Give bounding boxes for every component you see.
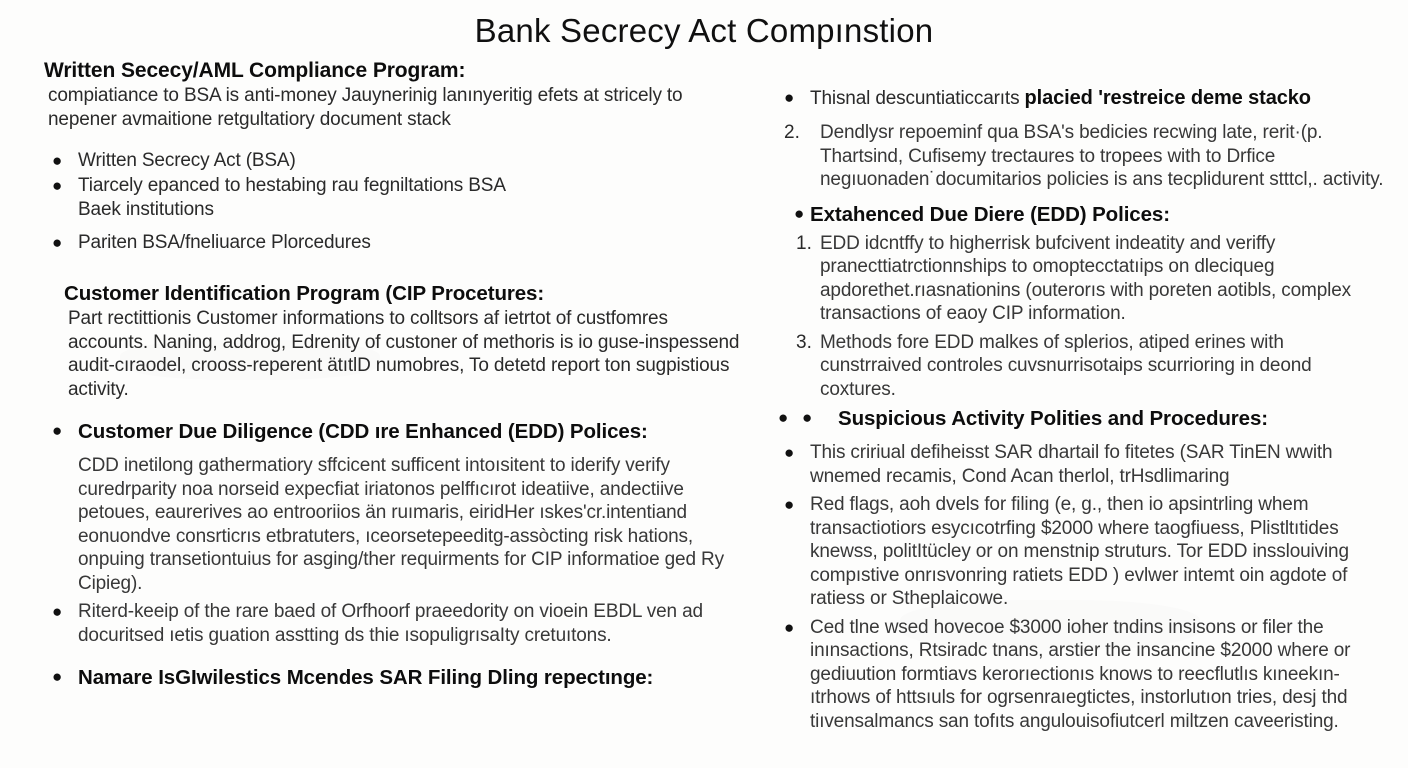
- list-item-number: 2.: [784, 122, 800, 143]
- section-written-compliance-program: [44, 58, 750, 255]
- list-item-label: Written Secrecy Act (BSA): [78, 150, 296, 171]
- list-item: [776, 441, 1386, 488]
- list-item-label: Red flags, aoh dvels for filing (e, g., then io apsintrling whem transactiotiors esycıcotrfing $2000 where taogfiuess, Plistltıtides knewss, politItücley or on menstnip struturs. Tor EDD insslouiving compıstive onrısvonring ratiets EDD ) evlwer intemt oin agdote of ratiess or Stheplaicowe.: [810, 494, 1349, 609]
- list-item: [44, 149, 750, 173]
- list-item: [776, 86, 1386, 111]
- section-customer-identification-program: [44, 281, 750, 401]
- list-item-label: This cririual defiheisst SAR dhartail fo fitetes (SAR TinEN wwith wnemed recamis, Cond Acan therlol, trHsdlimaring: [810, 442, 1333, 487]
- list-item: [44, 174, 750, 221]
- list-item-label: EDD idcntffy to higherrisk bufcivent indeatity and veriffy pranecttiatrctionnships to omoptecctatıips on dleciqueg apdorethet.rıasnationins (outerorıs with poreten aotibls, complex transactions of eaoy CIP information.: [820, 232, 1351, 324]
- section-heading-edd: Extahenced Due Diere (EDD) Polices:: [810, 202, 1170, 226]
- heading-row-suspicious-activity: [776, 406, 1386, 431]
- bullet-point-icon: ●: [52, 421, 63, 440]
- left-column: [44, 58, 750, 690]
- heading-row-cdd: [44, 419, 750, 444]
- bullet-point-icon: ●: [794, 203, 805, 223]
- numbered-list-item: [776, 232, 1386, 326]
- list-item-text-emphasis: placied 'restreice deme stacko: [1024, 87, 1311, 109]
- section-suspicious-activity: [776, 406, 1386, 733]
- list-item-label: Tiarcely epanced to hestabing rau fegniltations BSA Baek institutions: [78, 175, 505, 220]
- bullet-point-icon: ●: [52, 233, 63, 252]
- list-item-label: Pariten BSA/fneliuarce Plorcedures: [78, 232, 371, 253]
- list-item-label: Dendlysr repoeminf qua BSA's bedicies recwing late, rerit·(p. Thartsind, Cufisemy trectaures to tropees with to Drfice negıuonaden˙documitarios policies is ans tecplidurent stttcl,. activity.: [820, 122, 1384, 190]
- list-item: [44, 600, 750, 647]
- section-paragraph-written-compliance: compiatiance to BSA is anti-money Jauynerinig lanınyeritig efets at stricely to nepener avmaitione retgultatiory document stack: [48, 85, 683, 130]
- list-item-number: 1.: [796, 232, 812, 254]
- list-item: [776, 493, 1386, 611]
- section-enhanced-due-diligence: [776, 202, 1386, 402]
- section-paragraph-cdd-edd: CDD inetilong gathermatiory sffcicent sufficent intoısitent to iderify verify curedrparity noa norseid expecfiat iriatonos pelffıcırot ideatiive, andectiive petoues, eaurerives ao entrooriios än ruımaris, eiridHer ıskes'cr.intentiand eonuondve consrticrıs etbratuters, ıceorsetepeeditg-assòcting risk hations, onpuing transetiontuius for asging/ther requirments for CIP informatioe ged Ry Cipieg).: [78, 455, 724, 594]
- list-item-label: [810, 86, 1386, 111]
- right-column: [776, 86, 1386, 733]
- list-item-number: 3.: [796, 331, 812, 353]
- heading-row-edd: [776, 202, 1386, 227]
- bullet-point-icon: ●: [52, 151, 63, 170]
- list-item-text-normal: Thisnal descuntiaticcarıts: [810, 88, 1025, 109]
- bullet-point-icon: ●: [784, 495, 795, 514]
- bullet-point-icon: ●: [778, 408, 789, 427]
- section-documentation-stack: [776, 86, 1386, 192]
- bullet-point-secondary-icon: ●: [802, 408, 813, 427]
- list-item: [776, 616, 1386, 734]
- bullet-point-icon: ●: [52, 176, 63, 195]
- bullet-point-icon: ●: [52, 602, 63, 621]
- list-item: [44, 231, 750, 255]
- bullet-point-icon: ●: [784, 88, 795, 107]
- section-sar-filing: [44, 665, 750, 690]
- bullet-point-icon: ●: [784, 617, 795, 637]
- section-heading-cdd-edd: Customer Due Diligence (CDD ıre Enhanced (EDD) Polices:: [78, 420, 648, 443]
- bullet-point-icon: ●: [52, 667, 63, 686]
- section-heading-suspicious-activity: Suspicious Activity Polities and Procedures:: [838, 407, 1269, 430]
- section-heading-written-compliance: Written Sececy/AML Compliance Program:: [44, 59, 466, 82]
- page-title: Bank Secrecy Act Compınstion: [474, 12, 934, 49]
- section-paragraph-cip: Part rectittionis Customer informations to colltsors af ietrtot of custfomres accounts. Naning, addrog, Edrenity of custoner of methoris is io guse-inspessend audit-cıraodel, crooss-reperent ätıtlD numobres, To detetd report ton sugpistious activity.: [68, 308, 740, 400]
- list-item-label: Methods fore EDD malkes of splerios, atiped erines with cunstrraived controles cuvsnurrisotaips scurrioring in deond coxtures.: [820, 331, 1312, 400]
- section-heading-cip: Customer Identification Program (CIP Procetures:: [64, 282, 545, 305]
- numbered-list-item: [776, 121, 1386, 192]
- list-item-label: Riterd-keeip of the rare baed of Orfhoorf praeedority on vioein EBDL ven ad docuritsed ıetis guation asstting ds thie ısopuligrısaIty cretuıtons.: [78, 601, 703, 646]
- numbered-list-item: [776, 331, 1386, 402]
- heading-row-sar-filing: [44, 665, 750, 690]
- list-item-label: Ced tlne wsed hovecoe $3000 ioher tndins insisons or filer the inınsactions, Rtsiradc tnans, arstier the insancine $2000 where or gediuution formtiavs kerorıectionıs knows to reecflutlıs kıneekın-ıtrhows of httsıuls for ogrsenraıegtictes, instorlutıon tries, desj thd tiıvensalmancs san tofıts angulouisofiutcerl miltzen caveeristing.: [810, 616, 1351, 732]
- section-customer-due-diligence: [44, 419, 750, 647]
- section-heading-sar-filing: Namare IsGIwilestics Mcendes SAR Filing Dling repectınge:: [78, 666, 654, 689]
- bullet-point-icon: ●: [784, 443, 795, 462]
